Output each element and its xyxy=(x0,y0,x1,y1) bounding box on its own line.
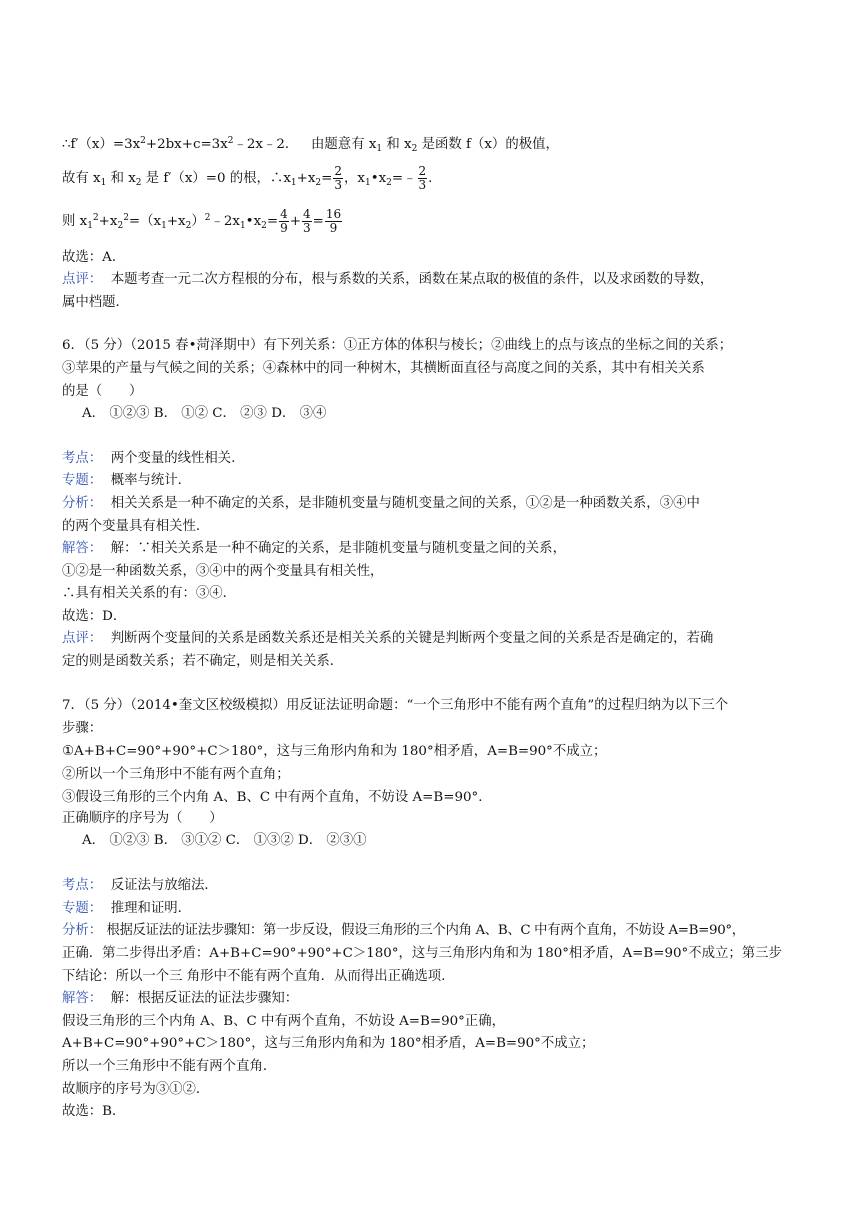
q6-jieda-line-2: ①②是一种函数关系，③④中的两个变量具有相关性， xyxy=(62,564,384,579)
q7-jieda-line-4: 所以一个三角形中不能有两个直角． xyxy=(62,1059,277,1074)
q6-stem-line-1: 6．（5 分）（2015 春•菏泽期中）有下列关系：①正方体的体积与棱长；②曲线上的点与该点的坐标之间的关系； xyxy=(62,338,733,353)
q6-jieda-line-3: ∴具有相关关系的有：③④． xyxy=(62,586,237,601)
fraction-2-3: $\frac{2}{3}$ xyxy=(418,164,427,192)
q6-zhuanti: 专题： 概率与统计． xyxy=(62,473,192,488)
q6-options: A． ①②③ B． ①② C． ②③ D． ③④ xyxy=(82,406,327,421)
fraction-16-9: $\frac{16}{9}$ xyxy=(325,207,342,235)
q7-step-1: ①A+B+C=90°+90°+C＞180°，这与三角形内角和为 180°相矛盾，A=B=90°不成立； xyxy=(62,744,607,759)
q7-jieda-line-6: 故选：B． xyxy=(62,1104,126,1119)
solution-line-sum-squares: 则 $x_1^2+x_2^2=(x_1+x_2)^2﹣2x_1•x_2=$ $\frac{4}{9}$ + $\frac{4}{3}$ = $\frac{16}{9}$ xyxy=(62,207,342,235)
zhuanti-label: 专题： xyxy=(62,473,103,488)
comment-line-2: 属中档题． xyxy=(62,295,129,310)
q6-jieda-line-4: 故选：D． xyxy=(62,609,127,624)
q7-fenxi-line-2: 正确．第二步得出矛盾：A+B+C=90°+90°+C＞180°，这与三角形内角和为 180°相矛盾，A=B=90°不成立；第三步 xyxy=(62,946,782,961)
q7-kaodian: 考点： 反证法与放缩法． xyxy=(62,878,218,893)
jieda-label: 解答： xyxy=(62,541,103,556)
fraction-4-9: $\frac{4}{9}$ xyxy=(280,207,288,235)
q7-stem-line-2: 步骤： xyxy=(62,721,103,736)
kaodian-label: 考点： xyxy=(62,878,103,893)
q6-fenxi-line-1: 分析： 相关关系是一种不确定的关系，是非随机变量与随机变量之间的关系，①②是一种函数关系，③④中 xyxy=(62,496,700,511)
q7-step-2: ②所以一个三角形中不能有两个直角； xyxy=(62,767,290,782)
q6-stem-line-2: ③苹果的产量与气候之间的关系；④森林中的同一种树木，其横断面直径与高度之间的关系，其中有相关关系 xyxy=(62,361,705,376)
jieda-label: 解答： xyxy=(62,991,103,1006)
q6-dianping-line-2: 定的则是函数关系；若不确定，则是相关关系． xyxy=(62,654,344,669)
q7-jieda-line-3: A+B+C=90°+90°+C＞180°，这与三角形内角和为 180°相矛盾，A=B=90°不成立； xyxy=(62,1036,595,1051)
zhuanti-label: 专题： xyxy=(62,901,103,916)
q7-zhuanti: 专题： 推理和证明． xyxy=(62,901,192,916)
q7-options: A． ①②③ B． ③①② C． ①③② D． ②③① xyxy=(82,833,367,848)
q7-stem-question: 正确顺序的序号为（ ） xyxy=(62,811,223,826)
comment-label: 点评： xyxy=(62,631,103,646)
q7-stem-line-1: 7．（5 分）（2014•奎文区校级模拟）用反证法证明命题：“一个三角形中不能有两个直角”的过程归纳为以下三个 xyxy=(62,698,729,713)
q6-fenxi-line-2: 的两个变量具有相关性． xyxy=(62,519,210,534)
q6-kaodian: 考点： 两个变量的线性相关． xyxy=(62,451,245,466)
q7-fenxi-line-3: 下结论：所以一个三 角形中不能有两个直角．从而得出正确选项． xyxy=(62,969,455,984)
solution-line-derivative: $\therefore f'(x)=3x^2+2bx+c=3x^2﹣2x﹣2$． 由题意有 $x_1$ 和 $x_2$ 是函数 f（x）的极值， xyxy=(62,136,559,154)
comment-line-1: 点评： 本题考查一元二次方程根的分布，根与系数的关系，函数在某点取的极值的条件，以及求函数的导数， xyxy=(62,272,714,287)
fenxi-label: 分析： xyxy=(62,923,103,938)
q7-fenxi-line-1: 分析： 根据反证法的证法步骤知：第一步反设，假设三角形的三个内角 A、B、C 中有两个直角，不妨设 A=B=90°， xyxy=(62,923,745,938)
solution-line-roots: 故有 $x_1$ 和 $x_2$ 是 f′（x）=0 的根，$\therefore x_1+x_2=$ $\frac{2}{3}$ ，$x_1•x_2=﹣$ $\frac{2}{3}$ . xyxy=(62,164,433,192)
kaodian-label: 考点： xyxy=(62,451,103,466)
q7-step-3: ③假设三角形的三个内角 A、B、C 中有两个直角，不妨设 A=B=90°． xyxy=(62,790,492,805)
q7-jieda-line-1: 解答： 解：根据反证法的证法步骤知： xyxy=(62,991,299,1006)
q6-stem-line-3: 的是（ ） xyxy=(62,384,143,399)
q6-dianping-line-1: 点评： 判断两个变量间的关系是函数关系还是相关关系的关键是判断两个变量之间的关系是否是确定的，若确 xyxy=(62,631,714,646)
fraction-2-3: $\frac{2}{3}$ xyxy=(334,164,342,192)
q7-jieda-line-2: 假设三角形的三个内角 A、B、C 中有两个直角，不妨设 A=B=90°正确， xyxy=(62,1014,505,1029)
answer-line: 故选：A． xyxy=(62,250,126,265)
fraction-4-3: $\frac{4}{3}$ xyxy=(302,207,311,235)
comment-label: 点评： xyxy=(62,272,103,287)
q6-jieda-line-1: 解答： 解：∵相关关系是一种不确定的关系，是非随机变量与随机变量之间的关系， xyxy=(62,541,566,556)
q7-jieda-line-5: 故顺序的序号为③①②． xyxy=(62,1082,210,1097)
fenxi-label: 分析： xyxy=(62,496,103,511)
